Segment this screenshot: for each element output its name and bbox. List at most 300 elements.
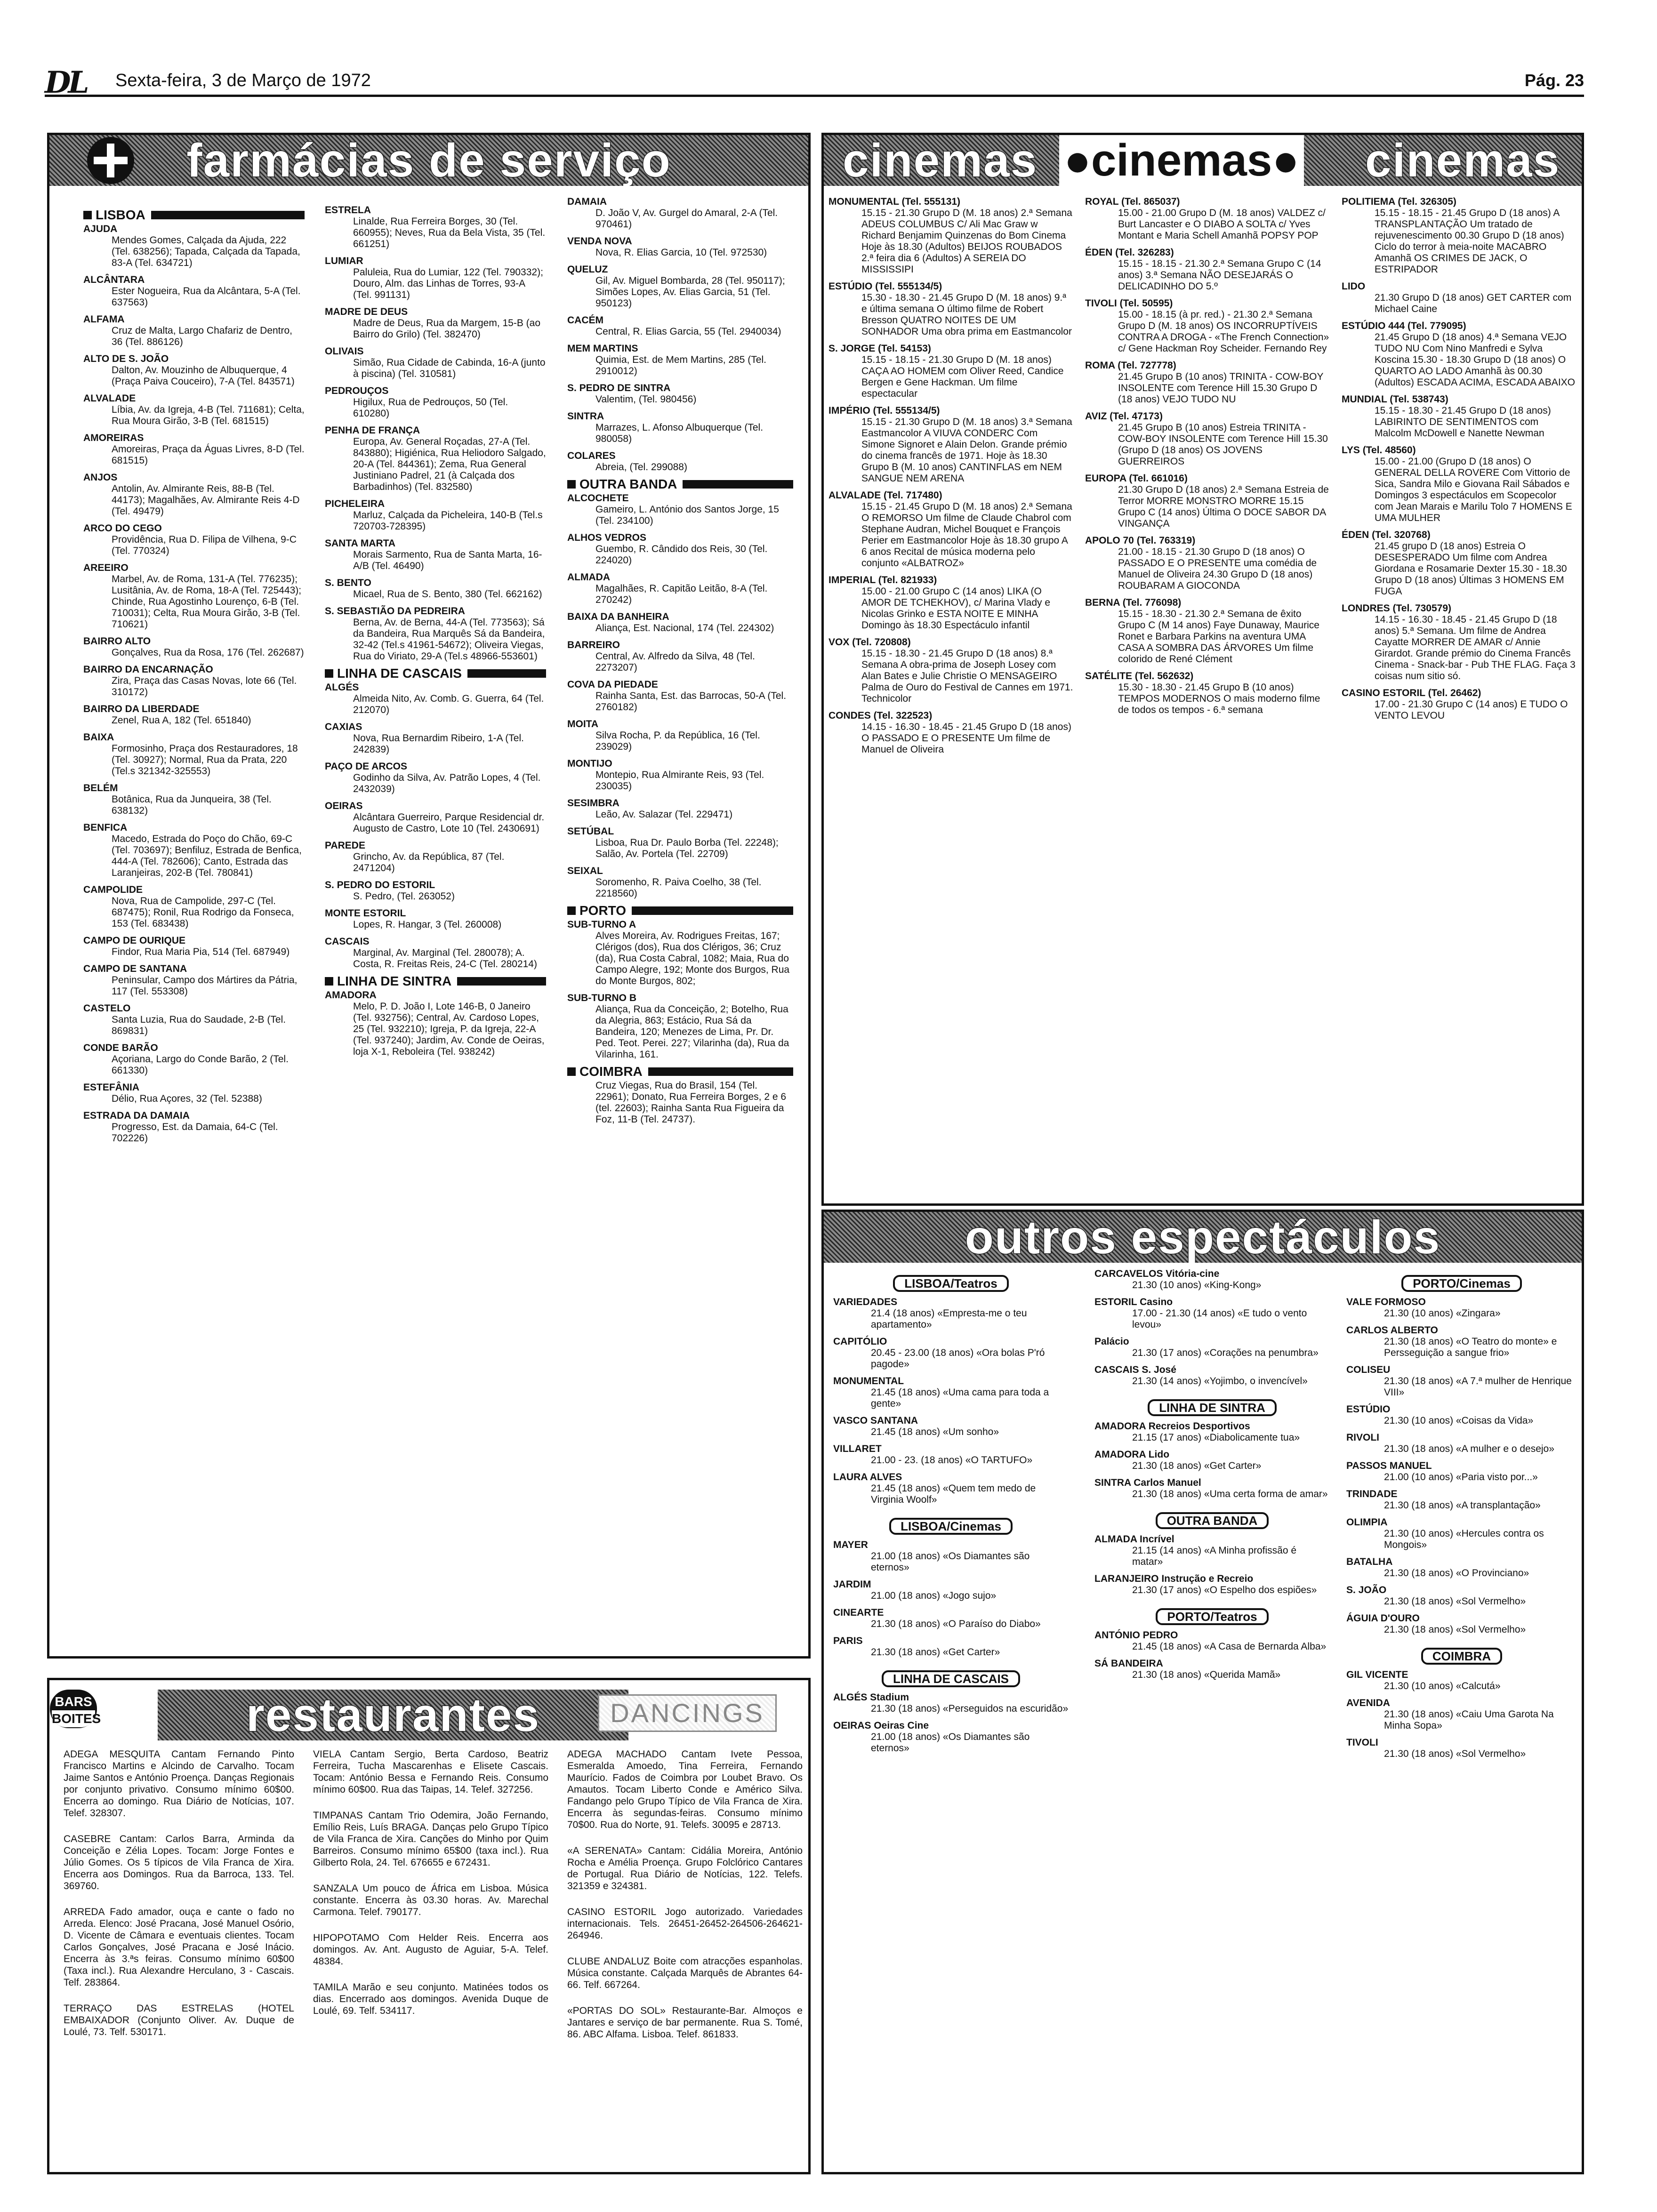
entry-text: Zenel, Rua A, 182 (Tel. 651840) (112, 715, 251, 726)
entry-heading: AJUDA (83, 224, 118, 234)
page-number: Pág. 23 (1524, 71, 1584, 90)
entry-text: Valentim, (Tel. 980456) (595, 394, 697, 405)
entry-text: 21.30 (18 anos) «Perseguidos na escuridão» (871, 1703, 1069, 1714)
show-listing (1094, 1421, 1330, 1443)
pharmacy-entry (83, 562, 305, 630)
show-listing (1094, 1364, 1330, 1387)
show-listing (1346, 1698, 1577, 1731)
boites-label: BOITES (52, 1710, 95, 1727)
entry-heading: SINTRA (567, 411, 604, 422)
entry-text: 21.15 (14 anos) «A Minha profissão é matar» (1132, 1545, 1297, 1567)
entry-text: 21.45 Grupo B (10 anos) Estreia TRINITA - COW-BOY INSOLENTE com Terence Hill 15.30 (Grupo D (18 anos) OS JOVENS GUERREIROS (1118, 422, 1328, 467)
pharmacy-entry (567, 411, 793, 445)
entry-heading: ROYAL (Tel. 865037) (1085, 196, 1180, 207)
entry-heading: PAREDE (325, 840, 365, 851)
show-listing (1094, 1573, 1330, 1596)
section-heading: LINHA DE CASCAIS (325, 668, 546, 679)
cinema-listing (1342, 321, 1577, 388)
pharmacy-entry (567, 1080, 793, 1125)
entry-text: 21.30 (10 anos) «Zingara» (1384, 1308, 1501, 1319)
show-listing (1346, 1669, 1577, 1692)
entry-heading: AMADORA Recreios Desportivos (1094, 1421, 1250, 1432)
pharmacy-entry (83, 274, 305, 308)
show-listing (1094, 1477, 1330, 1500)
cinema-listing (1342, 529, 1577, 597)
entry-heading: SUB-TURNO B (567, 993, 636, 1003)
outros-espectaculos-section (821, 1210, 1584, 2174)
entry-heading: COLISEU (1346, 1364, 1391, 1375)
entry-text: Progresso, Est. da Damaia, 64-C (Tel. 702226) (112, 1122, 278, 1144)
entry-heading: ROMA (Tel. 727778) (1085, 360, 1176, 371)
entry-text: Central, Av. Alfredo da Silva, 48 (Tel. 2273207) (595, 651, 755, 673)
pharmacy-entry (567, 640, 793, 673)
entry-text: 21.30 (18 anos) «O Provinciano» (1384, 1568, 1529, 1579)
pharmacy-entry (325, 425, 546, 493)
entry-text: 14.15 - 16.30 - 18.45 - 21.45 Grupo D (18 anos) O PASSADO E O PRESENTE Um filme de Manuel de Oliveira (861, 721, 1071, 755)
entry-text: Madre de Deus, Rua da Margem, 15-B (ao Bairro do Grilo) (Tel. 382470) (353, 318, 541, 340)
pharmacy-entry (83, 732, 305, 777)
show-listing (833, 1607, 1069, 1630)
section-tag-wrap (1094, 1506, 1330, 1534)
entry-heading: ARCO DO CEGO (83, 523, 162, 534)
show-listing (1346, 1585, 1577, 1607)
entry-text: 15.15 - 18.30 - 21.30 2.ª Semana de êxito Grupo C (M 14 anos) Faye Dunaway, Maurice Ronet e Barbara Parkins na aventura UMA CASA A SOMBRA DAS ÁRVORES Um filme colorido de René Clément (1118, 609, 1319, 665)
entry-text: Líbia, Av. da Igreja, 4-B (Tel. 711681); Celta, Rua Moura Girão, 3-B (Tel. 681515) (112, 404, 305, 426)
cinema-listing (1085, 411, 1330, 467)
entry-text: Ester Nogueira, Rua da Alcântara, 5-A (Tel. 637563) (112, 286, 301, 308)
entry-heading: ALVALADE (Tel. 717480) (828, 490, 942, 501)
cinema-listing (1085, 360, 1330, 405)
entry-text: 21.30 (10 anos) «King-Kong» (1132, 1280, 1262, 1290)
entry-heading: CASINO ESTORIL (Tel. 26462) (1342, 688, 1481, 698)
pharmacy-entry (325, 538, 546, 572)
restaurantes-section (47, 1678, 811, 2174)
show-listing (833, 1692, 1069, 1715)
cinema-listing (1085, 247, 1330, 292)
entry-text: Godinho da Silva, Av. Patrão Lopes, 4 (Tel. 2432039) (353, 772, 541, 794)
entry-text: 21.30 (18 anos) «Sol Vermelho» (1384, 1624, 1526, 1635)
pharmacy-entry (325, 205, 546, 250)
entry-heading: EUROPA (Tel. 661016) (1085, 473, 1188, 484)
entry-text: Nova, R. Elias Garcia, 10 (Tel. 972530) (595, 247, 767, 258)
pharmacy-entry (567, 196, 793, 230)
pharmacy-entry (83, 523, 305, 557)
restaurant-entry: ADEGA MACHADO Cantam Ivete Pessoa, Esmeralda Amoedo, Tina Ferreira, Fernando Maurício. Fados de Coimbra por Loubet Bravo. Os Amautos. Tocam Liberto Conde e Américo Silva. Fandango pelo Grupo Típico de Vila Franca de Xira. Encerra às segundas-feiras. Consumo mínimo 70$00. Rua do Norte, 91. Telefs. 30095 e 28713. (567, 1749, 803, 1830)
entry-heading: GIL VICENTE (1346, 1669, 1408, 1680)
entry-text: Simão, Rua Cidade de Cabinda, 16-A (junto à piscina) (Tel. 310581) (353, 357, 546, 379)
entry-heading: CONDE BARÃO (83, 1042, 158, 1053)
pharmacy-entry (325, 385, 546, 419)
entry-heading: TIVOLI (1346, 1737, 1378, 1748)
show-listing (833, 1443, 1069, 1466)
entry-text: Marluz, Calçada da Picheleira, 140-B (Tel.s 720703-728395) (353, 510, 543, 532)
entry-heading: SANTA MARTA (325, 538, 396, 549)
entry-text: Macedo, Estrada do Poço do Chão, 69-C (Tel. 703697); Benfiluz, Estrada de Benfica, 444-A (Tel. 782606); Canto, Estrada das Laranjeiras, 202-B (Tel. 780841) (112, 834, 302, 878)
entry-heading: VASCO SANTANA (833, 1415, 918, 1426)
farmacias-column-1 (83, 205, 305, 1654)
restaurant-entry: SANZALA Um pouco de África em Lisboa. Música constante. Encerra às 03.30 horas. Av. Marechal Carmona. Telef. 790177. (313, 1883, 548, 1917)
entry-heading: PEDROUÇOS (325, 385, 389, 396)
entry-text: 21.00 (18 anos) «Os Diamantes são eternos» (871, 1551, 1030, 1573)
entry-heading: ALVALADE (83, 393, 136, 404)
entry-text: Magalhães, R. Capitão Leitão, 8-A (Tel. 270242) (595, 583, 768, 605)
pharmacy-entry (567, 572, 793, 606)
outros-column-3 (1346, 1268, 1577, 2172)
show-listing (833, 1720, 1069, 1754)
entry-text: Alves Moreira, Av. Rodrigues Freitas, 167; Clérigos (dos), Rua dos Clérigos, 36; Cruz (da), Rua Costa Cabral, 1082; Maia, Rua do Campo Alegre, 192; Monte dos Burgos, Rua do Monte Burgos, 802; (595, 930, 790, 986)
entry-heading: JARDIM (833, 1579, 871, 1590)
farmacias-column-3 (567, 196, 793, 1651)
section-tag-wrap (1346, 1641, 1577, 1669)
entry-text: 15.15 - 18.15 - 21.45 Grupo D (18 anos) A TRANSPLANTAÇÃO Um tratado de rejuvenescimento 00.30 Grupo D (18 anos) Ciclo do terror à meia-noite MACABRO Amanhã OS CRIMES DE JACK, O ESTRIPADOR (1375, 208, 1564, 275)
outros-column-2 (1094, 1268, 1330, 2172)
entry-heading: ESTRELA (325, 205, 371, 216)
entry-text: 21.45 (18 anos) «Quem tem medo de Virginia Woolf» (871, 1483, 1036, 1505)
pharmacy-entry (567, 532, 793, 566)
entry-text: Berna, Av. de Berna, 44-A (Tel. 773563); Sá da Bandeira, Rua Marquês Sá da Bandeira, 32-42 (Tel.s 41961-54672); Oliveira Viegas, Rua do Viriato, 29-A (Tel.s 48966-553601) (353, 617, 545, 662)
show-listing (833, 1472, 1069, 1506)
pharmacy-entry (325, 990, 546, 1058)
entry-text: Aliança, Rua da Conceição, 2; Botelho, Rua da Alegria, 863; Estácio, Rua Sá da Bandeira, 120; Menezes de Lima, Pr. Dr. Ped. Teot. Perei. 227; Vilarinha (da), Rua da Vilarinha, 161. (595, 1004, 789, 1060)
entry-text: Central, R. Elias Garcia, 55 (Tel. 2940034) (595, 326, 781, 337)
cinemas-column-3 (1342, 196, 1577, 1203)
entry-text: Europa, Av. General Roçadas, 27-A (Tel. 843880); Higiénica, Rua Heliodoro Salgado, 20-A (Tel. 844361); Zema, Rua General Justiniano Padrel, 21 (à Calçada dos Barbadinhos) (Tel. 832580) (353, 436, 546, 492)
entry-text: D. João V, Av. Gurgel do Amaral, 2-A (Tel. 970461) (595, 208, 778, 230)
entry-text: Botânica, Rua da Junqueira, 38 (Tel. 638132) (112, 794, 272, 816)
entry-heading: VENDA NOVA (567, 236, 632, 247)
entry-heading: COLARES (567, 450, 616, 461)
show-listing (1346, 1297, 1577, 1319)
entry-heading: ESTÚDIO 444 (Tel. 779095) (1342, 321, 1466, 331)
cinema-listing (1342, 196, 1577, 275)
entry-text: 21.30 Grupo D (18 anos) GET CARTER com Michael Caine (1375, 292, 1572, 314)
pharmacy-entry (325, 256, 546, 301)
pharmacy-entry (325, 801, 546, 834)
section-heading: OUTRA BANDA (567, 479, 793, 490)
show-listing (1094, 1449, 1330, 1472)
entry-heading: CAMPO DE SANTANA (83, 963, 187, 974)
entry-text: Guembo, R. Cândido dos Reis, 30 (Tel. 224020) (595, 544, 768, 566)
entry-text: 17.00 - 21.30 Grupo C (14 anos) E TUDO O VENTO LEVOU (1375, 699, 1568, 721)
entry-text: Peninsular, Campo dos Mártires da Pátria, 117 (Tel. 553308) (112, 975, 298, 997)
entry-text: Quimia, Est. de Mem Martins, 285 (Tel. 2910012) (595, 354, 766, 377)
entry-heading: S. JORGE (Tel. 54153) (828, 343, 931, 354)
entry-text: 15.15 - 18.15 - 21.30 Grupo D (M. 18 anos) CAÇA AO HOMEM com Oliver Reed, Candice Bergen e Gene Hackman. Um filme espectacular (861, 354, 1064, 399)
dancings-label: DANCINGS (598, 1694, 777, 1732)
entry-text: Gameiro, L. António dos Santos Jorge, 15 (Tel. 234100) (595, 504, 779, 526)
entry-heading: RIVOLI (1346, 1432, 1380, 1443)
entry-text: Lopes, R. Hangar, 3 (Tel. 260008) (353, 919, 502, 930)
outros-title: outros espectáculos (965, 1212, 1441, 1263)
entry-heading: BENFICA (83, 822, 128, 833)
pharmacy-entry (83, 704, 305, 726)
entry-heading: BELÉM (83, 783, 118, 793)
entry-text: Formosinho, Praça dos Restauradores, 18 (Tel. 30927); Normal, Rua da Prata, 220 (Tel.s 321342-325553) (112, 743, 298, 777)
show-listing (1346, 1737, 1577, 1760)
pharmacy-entry (83, 1082, 305, 1105)
entry-text: Santa Luzia, Rua do Saudade, 2-B (Tel. 869831) (112, 1014, 286, 1036)
entry-text: 21.30 (18 anos) «O Paraíso do Diabo» (871, 1619, 1041, 1629)
cinemas-title: ●cinemas● (1059, 135, 1304, 186)
entry-heading: VILLARET (833, 1443, 882, 1454)
entry-text: 15.30 - 18.30 - 21.45 Grupo D (M. 18 anos) 9.ª e última semana O último filme de Robert Bresson QUATRO NOITES DE UM SONHADOR Uma obra prima em Eastmancolor (861, 292, 1072, 337)
entry-heading: BAIRRO DA LIBERDADE (83, 704, 200, 714)
entry-text: Gil, Av. Miguel Bombarda, 28 (Tel. 950117); Simões Lopes, Av. Elias Garcia, 51 (Tel. 950123) (595, 275, 785, 309)
entry-heading: BERNA (Tel. 776098) (1085, 597, 1182, 608)
cinema-listing (1085, 597, 1330, 665)
entry-heading: ALFAMA (83, 314, 125, 325)
entry-heading: OLIVAIS (325, 346, 364, 357)
show-listing (1346, 1432, 1577, 1455)
entry-text: Montepio, Rua Almirante Reis, 93 (Tel. 230035) (595, 769, 764, 792)
cinema-listing (1085, 473, 1330, 529)
entry-heading: VOX (Tel. 720808) (828, 637, 911, 648)
entry-heading: CACÉM (567, 315, 603, 326)
entry-text: 21.45 (18 anos) «Uma cama para toda a gente» (871, 1387, 1049, 1409)
entry-heading: ESTORIL Casino (1094, 1297, 1173, 1307)
entry-heading: SESIMBRA (567, 798, 619, 809)
pharmacy-entry (83, 783, 305, 817)
show-listing (1094, 1534, 1330, 1568)
entry-heading: MONUMENTAL (833, 1376, 904, 1387)
entry-heading: BARREIRO (567, 640, 620, 650)
pharmacy-entry (325, 761, 546, 795)
show-listing (1094, 1268, 1330, 1291)
entry-heading: ESTEFÂNIA (83, 1082, 140, 1093)
entry-heading: OEIRAS Oeiras Cine (833, 1720, 929, 1731)
entry-heading: CAPITÓLIO (833, 1336, 887, 1347)
entry-text: 21.30 (18 anos) «A 7.ª mulher de Henrique VIII» (1384, 1376, 1572, 1398)
entry-heading: IMPÉRIO (Tel. 555134/5) (828, 405, 940, 416)
entry-text: 21.45 (18 anos) «A Casa de Bernarda Alba» (1132, 1641, 1327, 1652)
entry-text: 21.30 (10 anos) «Coisas da Vida» (1384, 1415, 1534, 1426)
entry-text: Findor, Rua Maria Pia, 514 (Tel. 687949) (112, 946, 290, 957)
entry-heading: LARANJEIRO Instrução e Recreio (1094, 1573, 1254, 1584)
entry-heading: LIDO (1342, 281, 1366, 292)
entry-text: 15.15 - 21.30 Grupo D (M. 18 anos) 3.ª Semana Eastmancolor A VIUVA CONDERC Com Simone Signoret e Alain Delon. Grande prémio do cinema francês de 1971. Hoje às 18.30 Grupo B (M. 10 anos) CANTINFLAS em NEM SANGUE NEM ARENA (861, 417, 1072, 484)
entry-heading: MONTIJO (567, 758, 612, 769)
cinema-listing (1085, 535, 1330, 592)
entry-text: 21.30 (18 anos) «Uma certa forma de amar» (1132, 1489, 1328, 1499)
entry-heading: MONUMENTAL (Tel. 555131) (828, 196, 961, 207)
section-tag-wrap (1094, 1602, 1330, 1630)
entry-heading: ALCÂNTARA (83, 274, 145, 285)
entry-heading: IMPERIAL (Tel. 821933) (828, 575, 937, 585)
entry-heading: LYS (Tel. 48560) (1342, 445, 1416, 456)
entry-heading: AMADORA (325, 990, 377, 1001)
entry-text: 21.30 (10 anos) «Calcutá» (1384, 1681, 1501, 1691)
entry-text: 15.00 - 18.15 (à pr. red.) - 21.30 2.ª Semana Grupo D (M. 18 anos) OS INCORRUPTÍVEIS CONTRA A DROGA - «The French Connection» c/ Gene Hackman Roy Scheider. Fernando Rey (1118, 309, 1329, 354)
cinema-listing (1342, 688, 1577, 721)
section-heading: LISBOA (83, 209, 305, 221)
restaurantes-column-1 (64, 1748, 294, 2172)
entry-heading: PENHA DE FRANÇA (325, 425, 420, 436)
show-listing (1094, 1630, 1330, 1652)
restaurantes-column-3 (567, 1748, 803, 2172)
section-tag: LISBOA/Teatros (893, 1275, 1008, 1292)
entry-heading: POLITIEMA (Tel. 326305) (1342, 196, 1456, 207)
entry-text: 21.30 Grupo D (18 anos) 2.ª Semana Estreia de Terror MORRE MONSTRO MORRE 15.15 Grupo C (14 anos) Última O DOCE SABOR DA VINGANÇA (1118, 484, 1329, 529)
entry-text: 21.00 - 18.15 - 21.30 Grupo D (18 anos) O PASSADO E O PRESENTE uma comédia de Manuel de Oliveira 24.30 Grupo D (18 anos) ROUBARAM A GIOCONDA (1118, 546, 1317, 591)
entry-heading: AVIZ (Tel. 47173) (1085, 411, 1163, 422)
entry-text: 21.15 (17 anos) «Diabolicamente tua» (1132, 1432, 1300, 1443)
entry-text: 21.30 (18 anos) «Caiu Uma Garota Na Minha Sopa» (1384, 1709, 1554, 1731)
section-heading: LINHA DE SINTRA (325, 976, 546, 987)
section-tag: LISBOA/Cinemas (889, 1518, 1013, 1535)
entry-text: Leão, Av. Salazar (Tel. 229471) (595, 809, 733, 820)
entry-heading: CINEARTE (833, 1607, 884, 1618)
entry-heading: ALGÉS (325, 682, 359, 693)
entry-text: 15.30 - 18.30 - 21.45 Grupo B (10 anos) TEMPOS MODERNOS O mais moderno filme de todos os tempos - 6.ª semana (1118, 682, 1320, 715)
pharmacy-entry (567, 450, 793, 473)
entry-text: 21.00 - 23. (18 anos) «O TARTUFO» (871, 1455, 1033, 1466)
entry-heading: SETÚBAL (567, 826, 614, 837)
pharmacy-entry (325, 908, 546, 930)
entry-heading: AVENIDA (1346, 1698, 1390, 1708)
entry-text: 21.30 (18 anos) «A mulher e o desejo» (1384, 1443, 1554, 1454)
pharmacy-entry (325, 498, 546, 532)
entry-text: Rainha Santa, Est. das Barrocas, 50-A (Tel. 2760182) (595, 690, 787, 713)
entry-text: Morais Sarmento, Rua de Santa Marta, 16-A/B (Tel. 46490) (353, 549, 542, 571)
cinemas-column-2 (1085, 196, 1330, 1203)
restaurant-entry: TERRAÇO DAS ESTRELAS (HOTEL EMBAIXADOR (Conjunto Oliver. Av. Duque de Loulé, 73. Telf. 530171. (64, 2003, 294, 2037)
entry-text: Marrazes, L. Afonso Albuquerque (Tel. 980058) (595, 422, 764, 444)
section-tag-wrap (1346, 1268, 1577, 1297)
cinema-listing (828, 490, 1073, 569)
entry-text: 21.30 (18 anos) «Sol Vermelho» (1384, 1596, 1526, 1607)
section-tag: LINHA DE CASCAIS (882, 1670, 1020, 1687)
show-listing (1346, 1556, 1577, 1579)
section-tag-wrap (1094, 1393, 1330, 1421)
pharmacy-entry (83, 1110, 305, 1144)
bars-boites-logo (50, 1690, 101, 1728)
entry-heading: BAIRRO ALTO (83, 636, 151, 647)
farmacias-column-2 (325, 205, 546, 1654)
pharmacy-entry (567, 236, 793, 258)
entry-text: 21.30 (18 anos) «Querida Mamã» (1132, 1669, 1281, 1680)
pharmacy-entry (567, 343, 793, 377)
entry-heading: MONTE ESTORIL (325, 908, 406, 919)
cinema-listing (1085, 671, 1330, 716)
entry-text: 21.45 (18 anos) «Um sonho» (871, 1427, 999, 1437)
show-listing (833, 1376, 1069, 1410)
entry-text: S. Pedro, (Tel. 263052) (353, 891, 455, 902)
entry-heading: MOITA (567, 719, 599, 729)
entry-heading: BAIXA DA BANHEIRA (567, 611, 669, 622)
entry-heading: Palácio (1094, 1336, 1129, 1347)
cinema-listing (828, 710, 1073, 755)
cinema-listing (828, 575, 1073, 631)
entry-text: 21.30 (18 anos) «Sol Vermelho» (1384, 1748, 1526, 1759)
entry-text: Paluleia, Rua do Lumiar, 122 (Tel. 790332); Douro, Alm. das Linhas de Torres, 93-A (Tel. 991131) (353, 267, 543, 300)
show-listing (833, 1297, 1069, 1330)
newspaper-logo: DL (45, 65, 87, 100)
cinemas-banner-left: cinemas (843, 135, 1038, 186)
entry-text: 17.00 - 21.30 (14 anos) «E tudo o vento levou» (1132, 1308, 1307, 1330)
outros-banner (824, 1212, 1582, 1263)
entry-text: 15.00 - 21.00 Grupo C (14 anos) LIKA (O AMOR DE TCHEKHOV), c/ Marina Vlady e Nicolas Grinko e ESTA NOITE E MINHA Domingo às 18.30 Espectáculo infantil (861, 586, 1051, 631)
section-tag: LINHA DE SINTRA (1148, 1399, 1277, 1416)
show-listing (1346, 1460, 1577, 1483)
entry-heading: CASTELO (83, 1003, 131, 1014)
entry-text: 21.30 (17 anos) «Corações na penumbra» (1132, 1347, 1319, 1358)
pharmacy-entry (567, 264, 793, 309)
entry-text: 21.00 (18 anos) «Os Diamantes são eternos» (871, 1731, 1030, 1754)
entry-heading: BAIXA (83, 732, 114, 743)
pharmacy-entry (567, 758, 793, 792)
entry-text: 15.15 - 18.15 - 21.30 2.ª Semana Grupo C (14 anos) 3.ª Semana NÃO DESEJARÁS O DELICADINHO DO 5.º (1118, 258, 1321, 292)
pharmacy-entry (83, 472, 305, 517)
pharmacy-entry (567, 383, 793, 405)
entry-heading: AMOREIRAS (83, 433, 144, 443)
entry-heading: DAMAIA (567, 196, 607, 207)
pharmacy-entry (567, 993, 793, 1060)
entry-text: Almeida Nito, Av. Comb. G. Guerra, 64 (Tel. 212070) (353, 693, 544, 715)
restaurant-entry: «A SERENATA» Cantam: Cidália Moreira, António Rocha e Amélia Proença. Grupo Folclórico Cantares de Portugal. Rua Diário de Notícias, 122. Telefs. 321359 e 324381. (567, 1845, 803, 1891)
entry-heading: ALHOS VEDROS (567, 532, 647, 543)
entry-text: 21.45 grupo D (18 anos) Estreia O DESESPERADO Um filme com Andrea Giordana e Rosamarie Dexter 15.30 - 18.30 Grupo D (18 anos) Últimas 3 HOMENS EM FUGA (1375, 541, 1567, 597)
entry-text: Gonçalves, Rua da Rosa, 176 (Tel. 262687) (112, 647, 304, 658)
entry-text: Nova, Rua Bernardim Ribeiro, 1-A (Tel. 242839) (353, 733, 524, 755)
show-listing (1346, 1517, 1577, 1551)
show-listing (833, 1336, 1069, 1370)
section-tag: PORTO/Teatros (1156, 1608, 1268, 1625)
entry-heading: CAMPOLIDE (83, 884, 143, 895)
entry-text: Providência, Rua D. Filipa de Vilhena, 9-C (Tel. 770324) (112, 534, 297, 556)
section-tag: PORTO/Cinemas (1401, 1275, 1522, 1292)
restaurantes-column-2 (313, 1748, 548, 2172)
entry-heading: PAÇO DE ARCOS (325, 761, 408, 772)
entry-heading: BATALHA (1346, 1556, 1393, 1567)
entry-text: Linalde, Rua Ferreira Borges, 30 (Tel. 660955); Neves, Rua da Bela Vista, 35 (Tel. 661251) (353, 216, 546, 249)
entry-text: Marginal, Av. Marginal (Tel. 280078); A. Costa, R. Freitas Reis, 24-C (Tel. 280214) (353, 947, 537, 970)
entry-text: Abreia, (Tel. 299088) (595, 462, 687, 473)
section-heading: PORTO (567, 905, 793, 916)
entry-heading: ALTO DE S. JOÃO (83, 353, 169, 364)
pharmacy-entry (83, 884, 305, 930)
entry-text: Lisboa, Rua Dr. Paulo Borba (Tel. 22248); Salão, Av. Portela (Tel. 22709) (595, 837, 779, 859)
entry-heading: MUNDIAL (Tel. 538743) (1342, 394, 1448, 405)
entry-heading: ALCOCHETE (567, 493, 629, 504)
entry-text: Alcântara Guerreiro, Parque Residencial dr. Augusto de Castro, Lote 10 (Tel. 2430691) (353, 812, 545, 834)
entry-text: Melo, P. D. João I, Lote 146-B, 0 Janeiro (Tel. 932756); Central, Av. Cardoso Lopes, 25 (Tel. 932210); Igreja, P. da Igreja, 22-A (Tel. 937240); Jardim, Av. Conde de Oeiras, loja X-1, Reboleira (Tel. 938242) (353, 1001, 545, 1057)
entry-text: Micael, Rua de S. Bento, 380 (Tel. 662162) (353, 589, 542, 600)
entry-heading: OEIRAS (325, 801, 363, 811)
entry-text: 20.45 - 23.00 (18 anos) «Ora bolas P'ró pagode» (871, 1347, 1045, 1370)
pharmacy-entry (83, 935, 305, 958)
pharmacy-entry (83, 353, 305, 387)
entry-heading: CASCAIS S. José (1094, 1364, 1176, 1375)
entry-heading: QUELUZ (567, 264, 608, 275)
pharmacy-entry (325, 306, 546, 340)
entry-heading: CARLOS ALBERTO (1346, 1325, 1438, 1336)
entry-text: 21.4 (18 anos) «Empresta-me o teu apartamento» (871, 1308, 1027, 1330)
cinema-listing (828, 343, 1073, 400)
entry-text: Zira, Praça das Casas Novas, lote 66 (Tel. 310172) (112, 675, 297, 697)
show-listing (1346, 1364, 1577, 1398)
entry-text: Marbel, Av. de Roma, 131-A (Tel. 776235); Lusitânia, Av. de Roma, 18-A (Tel. 725443); Chinde, Rua Agostinho Lourenço, 6-B (Tel. 710031); Celta, Rua Moura Girão, 3-B (Tel. 710621) (112, 574, 302, 630)
entry-text: 15.00 - 21.00 (Grupo D (18 anos) O GENERAL DELLA ROVERE Com Vittorio de Sica, Sandra Milo e Giovana Rail Sábados e Domingos 3 espectáculos em Scopecolor com Jean Marais e Marilu Tolo 7 HOMENS E UMA MULHER (1375, 456, 1572, 523)
entry-heading: PICHELEIRA (325, 498, 385, 509)
cinema-listing (1085, 298, 1330, 354)
pharmacy-entry (567, 798, 793, 820)
pharmacy-entry (83, 963, 305, 997)
entry-heading: ALMADA Incrível (1094, 1534, 1174, 1545)
pharmacy-entry (567, 826, 793, 860)
pharmacy-entry (83, 636, 305, 658)
entry-text: 15.15 - 18.30 - 21.45 Grupo D (18 anos) 8.ª Semana A obra-prima de Joseph Losey com Alan Bates e Julie Christie O MENSAGEIRO Palma de Ouro do Festival de Cannes em 1971. Technicolor (861, 648, 1073, 704)
entry-text: 21.30 (18 anos) «A transplantação» (1384, 1500, 1541, 1511)
